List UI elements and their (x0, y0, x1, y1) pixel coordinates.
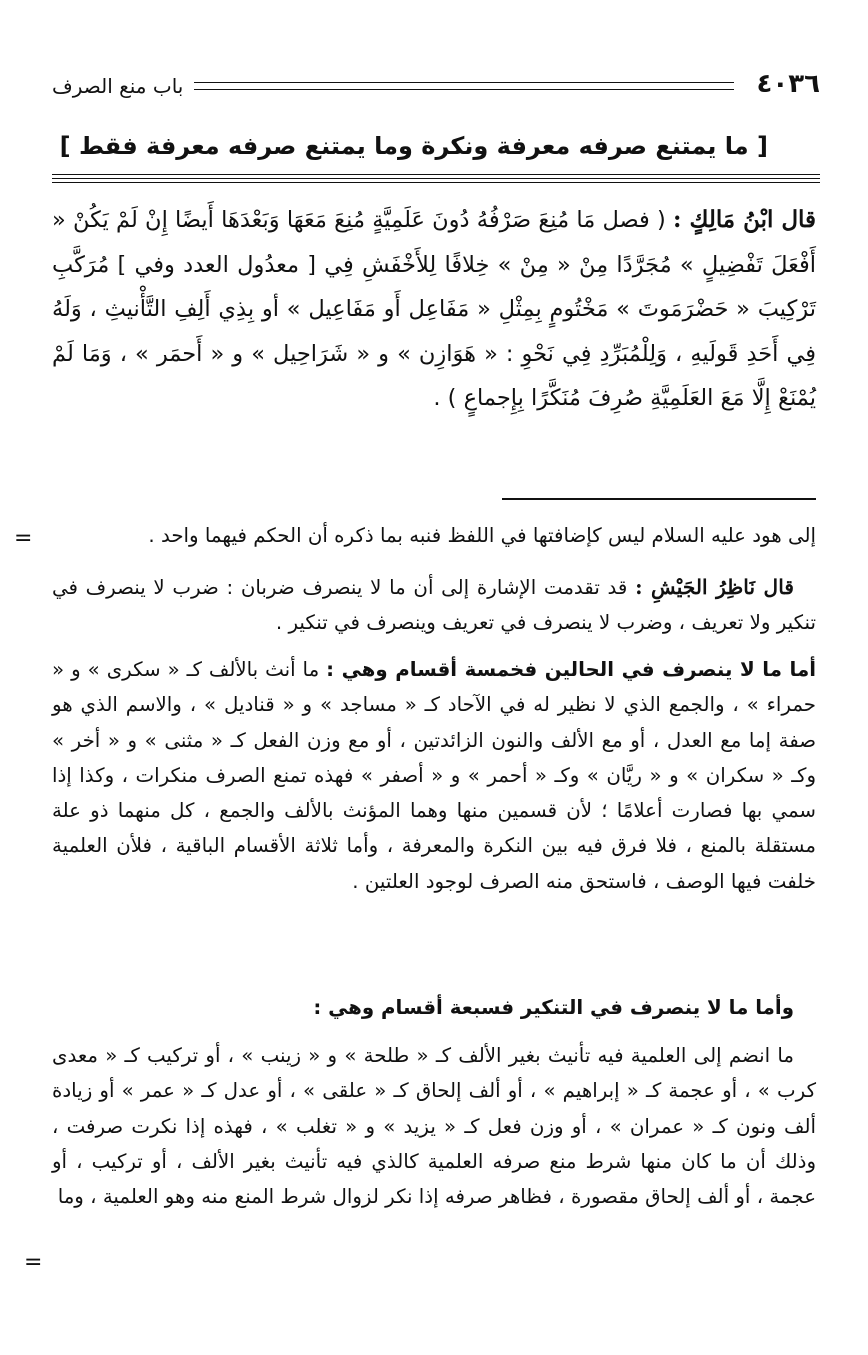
header-double-rule (194, 82, 734, 90)
section-title: [ ما يمتنع صرفه معرفة ونكرة وما يمتنع صرفه معرفة فقط ] (59, 132, 768, 160)
commentary-paragraph-2 (52, 1038, 816, 1214)
commentary-intro (52, 570, 816, 641)
continued-footnote-text: إلى هود عليه السلام ليس كإضافتها في اللفظ فنبه بما ذكره أن الحكم فيهما واحد . (148, 524, 816, 547)
continuation-mark-bottom: = (24, 1250, 43, 1275)
matn-speaker: قال ابْنُ مَالِكٍ : (672, 206, 817, 233)
title-rule-line (52, 178, 820, 179)
page-number: ٤٠٣٦ (756, 69, 820, 99)
title-rule-line (52, 182, 820, 183)
paragraph-2-text: ما انضم إلى العلمية فيه تأنيث بغير الألف كـ « طلحة » و « زينب » ، أو تركيب كـ « معدى كرب » ، أو عجمة كـ « إبراهيم » ، أو ألف إلحاق كـ « علقى » ، أو عدل كـ « عمر » أو زيادة ألف ونون كـ « عمران » ، أو وزن فعل كـ « يزيد » و « تغلب » ، فهذه إذا نكرت صرفت ، وذلك أن ما كان منها شرط منع صرفه العلمية كالذي فيه تأنيث بغير الألف ، أو تركيب ، أو عجمة ، أو ألف إلحاق مقصورة ، فظاهر صرفه إذا نكر لزوال شرط المنع منه وهو العلمية ، وما (52, 1044, 816, 1209)
commentary-paragraph-2-heading (52, 990, 816, 1025)
commentary-intro-text: قد تقدمت الإشارة إلى أن ما لا ينصرف ضربان : ضرب لا ينصرف في تنكير ولا تعريف ، وضرب لا ينصرف في تعريف وينصرف في تنكير . (52, 576, 816, 635)
continuation-mark-top: = (14, 526, 33, 551)
commentary-speaker: قال نَاظِرُ الجَيْشِ : (635, 575, 794, 599)
running-title: باب منع الصرف (52, 74, 184, 98)
paragraph-1-text: ما أنث بالألف كـ « سكرى » و « حمراء » ، والجمع الذي لا نظير له في الآحاد كـ « مساجد » و « قناديل » ، والاسم الذي هو صفة إما مع العدل ، أو مع الألف والنون الزائدتين ، أو مع وزن الفعل كـ « مثنى » و « أخر » وكـ « سكران » و « ريَّان » وكـ « أحمر » و « أصفر » فهذه تمنع الصرف منكرات ، وكذا إذا سمي بها فصارت أعلامًا ؛ لأن قسمين منها وهما المؤنث بالألف والجمع ، كل منهما ذو علة مستقلة بالمنع ، فلا فرق فيه بين النكرة والمعرفة ، وأما ثلاثة الأقسام الباقية ، فلأن العلمية خلفت فيها الوصف ، فاستحق منه الصرف لوجود العلتين . (52, 658, 816, 893)
matn-paragraph (52, 198, 816, 421)
page-header (52, 70, 820, 102)
commentary-paragraph-1 (52, 652, 816, 899)
paragraph-1-lead: أما ما لا ينصرف في الحالين فخمسة أقسام وهي : (326, 658, 816, 681)
matn-text: ( فصل مَا مُنِعَ صَرْفُهُ دُونَ عَلَمِيَّةٍ مُنِعَ مَعَهَا وَبَعْدَهَا أَيضًا إِنْ لَمْ يَكُنْ « أَفْعَلَ تَفْضِيلٍ » مُجَرَّدًا مِنْ « مِنْ » خِلافًا لِلأَخْفَشِ فِي [ معدُول العدد وفي ] مُرَكَّبِ تَرْكِيبَ « حَضْرَمَوتَ » مَخْتُومٍ بِمِثْلِ « مَفَاعِل أَو مَفَاعِيل » أو بِذِي أَلِفِ التَّأْنيثِ ، وَلَهُ فِي أَحَدِ قَولَيهِ ، وَلِلْمُبَرِّدِ فِي نَحْوِ : « هَوَازِن » و « شَرَاحِيل » و « أَحمَر » ، وَمَا لَمْ يُمْنَعْ إِلَّا مَعَ العَلَمِيَّةِ صُرِفَ مُنَكَّرًا بِإِجماعٍ ) . (52, 207, 816, 412)
paragraph-2-lead: وأما ما لا ينصرف في التنكير فسبعة أقسام وهي : (313, 996, 794, 1019)
footnote-separator (502, 498, 816, 500)
title-rule-line (52, 174, 820, 175)
